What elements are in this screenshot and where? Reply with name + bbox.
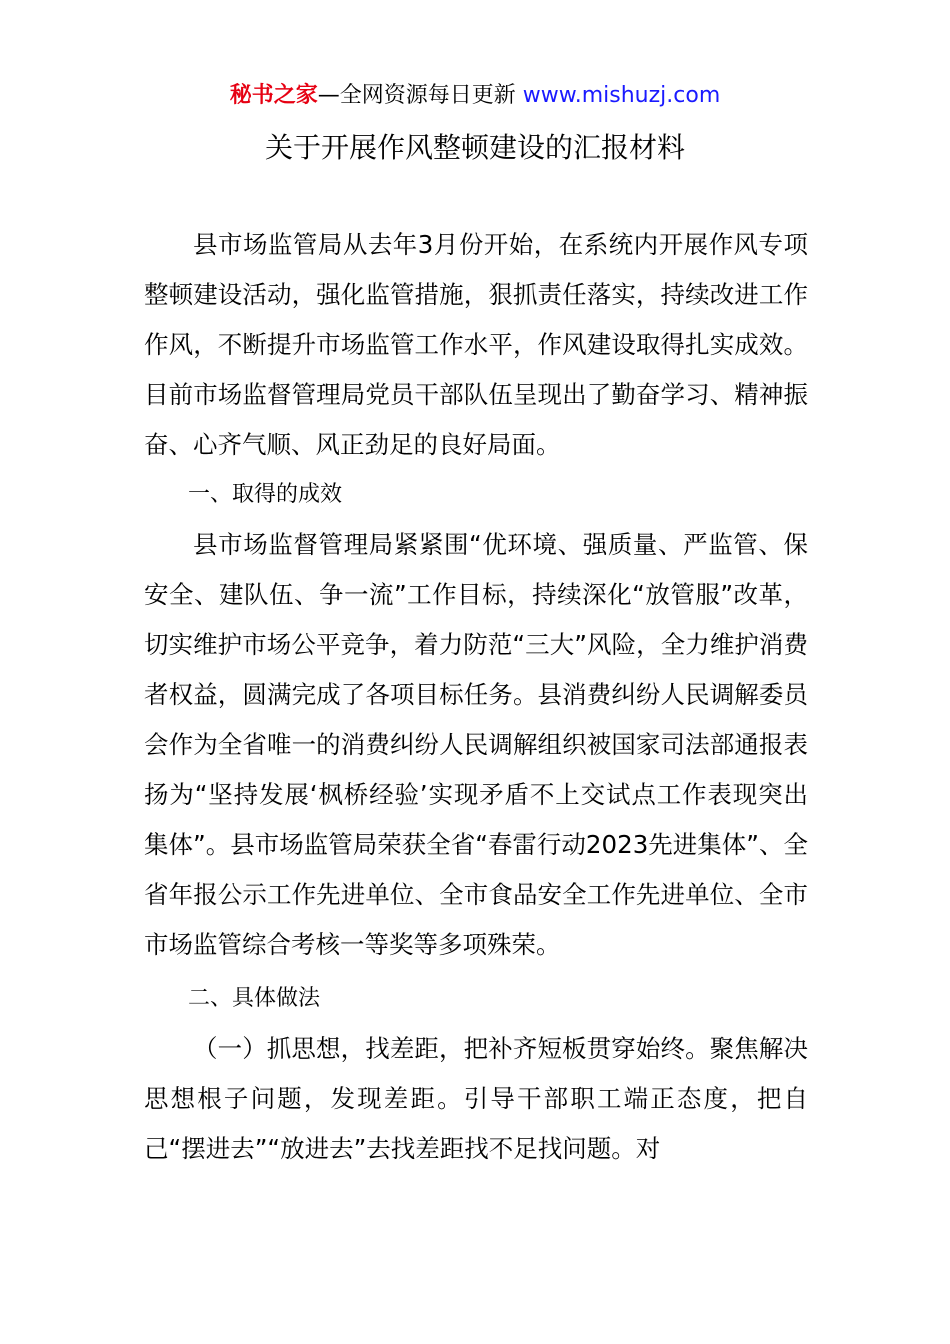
intro-paragraph: 县市场监管局从去年3月份开始，在系统内开展作风专项整顿建设活动，强化监管措施，狠抓责任落实，持续改进工作作风，不断提升市场监管工作水平，作风建设取得扎实成效。目前市场监督管理局党员干部队伍呈现出了勤奋学习、精神振奋、心齐气顺、风正劲足的良好局面。 — [144, 230, 808, 459]
site-header — [0, 80, 950, 112]
document-body — [144, 220, 808, 1174]
document-title: 关于开展作风整顿建设的汇报材料 — [264, 131, 685, 164]
achievements-paragraph: 县市场监督管理局紧紧围“优环境、强质量、严监管、保安全、建队伍、争一流”工作目标，持续深化“放管服”改革，切实维护市场公平竞争，着力防范“三大”风险，全力维护消费者权益，圆满完成了各项目标任务。县消费纠纷人民调解委员会作为全省唯一的消费纠纷人民调解组织被国家司法部通报表扬为“坚持发展‘枫桥经验’实现矛盾不上交试点工作表现突出集体”。县市场监管局荣获全省“春雷行动2023先进集体”、全省年报公示工作先进单位、全市食品安全工作先进单位、全市市场监管综合考核一等奖等多项殊荣。 — [144, 530, 808, 959]
section-heading-achievements: 一、取得的成效 — [188, 482, 343, 507]
header-tagline: —全网资源每日更新 — [317, 83, 516, 108]
practices-paragraph: （一）抓思想，找差距，把补齐短板贯穿始终。聚焦解决思想根子问题，发现差距。引导干部职工端正态度，把自己“摆进去”“放进去”去找差距找不足找问题。对 — [144, 1034, 808, 1163]
site-url-link[interactable]: www.mishuzj.com — [515, 83, 721, 108]
brand-name: 秘书之家 — [229, 83, 318, 108]
section-heading-practices: 二、具体做法 — [188, 986, 321, 1011]
